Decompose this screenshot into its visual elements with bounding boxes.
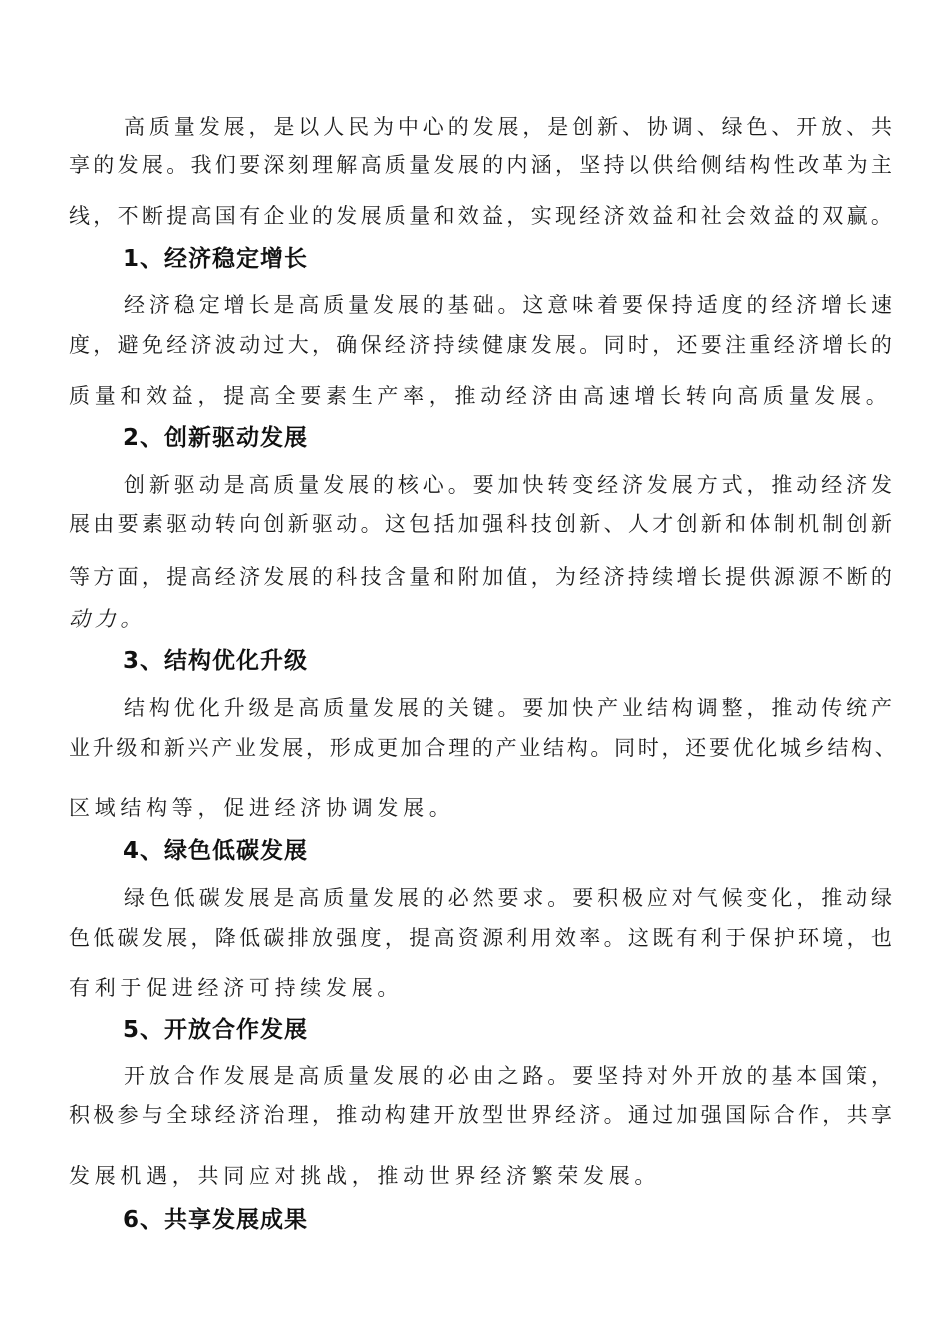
- paragraph-line: 质量和效益，提高全要素生产率，推动经济由高速增长转向高质量发展。: [69, 384, 892, 408]
- paragraph-line: 享的发展。我们要深刻理解高质量发展的内涵，坚持以供给侧结构性改革为主: [69, 153, 896, 177]
- paragraph-line: 发展机遇，共同应对挑战，推动世界经济繁荣发展。: [69, 1164, 661, 1188]
- paragraph-line: 结构优化升级是高质量发展的关键。要加快产业结构调整，推动传统产: [124, 696, 896, 720]
- section-heading: 2、创新驱动发展: [123, 425, 309, 451]
- section-heading: 1、经济稳定增长: [123, 246, 309, 272]
- paragraph-line: 有利于促进经济可持续发展。: [69, 976, 404, 1000]
- paragraph-line: 业升级和新兴产业发展，形成更加合理的产业结构。同时，还要优化城乡结构、: [69, 736, 899, 760]
- paragraph-line: 区域结构等，促进经济协调发展。: [69, 796, 455, 820]
- paragraph-line: 展由要素驱动转向创新驱动。这包括加强科技创新、人才创新和体制机制创新: [69, 512, 896, 536]
- section-heading: 4、绿色低碳发展: [123, 838, 309, 864]
- section-heading: 3、结构优化升级: [123, 648, 309, 674]
- paragraph-line: 经济稳定增长是高质量发展的基础。这意味着要保持适度的经济增长速: [124, 293, 896, 317]
- paragraph-line: 度，避免经济波动过大，确保经济持续健康发展。同时，还要注重经济增长的: [69, 333, 896, 357]
- section-heading: 6、共享发展成果: [123, 1207, 309, 1233]
- paragraph-line: 创新驱动是高质量发展的核心。要加快转变经济发展方式，推动经济发: [124, 473, 896, 497]
- paragraph-line: 等方面，提高经济发展的科技含量和附加值，为经济持续增长提供源源不断的: [69, 565, 896, 589]
- paragraph-line: 绿色低碳发展是高质量发展的必然要求。要积极应对气候变化，推动绿: [124, 886, 896, 910]
- paragraph-line: 线，不断提高国有企业的发展质量和效益，实现经济效益和社会效益的双赢。: [69, 204, 896, 228]
- paragraph-line: 开放合作发展是高质量发展的必由之路。要坚持对外开放的基本国策，: [124, 1064, 896, 1088]
- section-heading: 5、开放合作发展: [123, 1017, 309, 1043]
- paragraph-line: 高质量发展，是以人民为中心的发展，是创新、协调、绿色、开放、共: [124, 115, 896, 139]
- paragraph-line: 积极参与全球经济治理，推动构建开放型世界经济。通过加强国际合作，共享: [69, 1103, 896, 1127]
- paragraph-line: 色低碳发展，降低碳排放强度，提高资源利用效率。这既有利于保护环境，也: [69, 926, 896, 950]
- paragraph-line: 动力。: [69, 607, 147, 631]
